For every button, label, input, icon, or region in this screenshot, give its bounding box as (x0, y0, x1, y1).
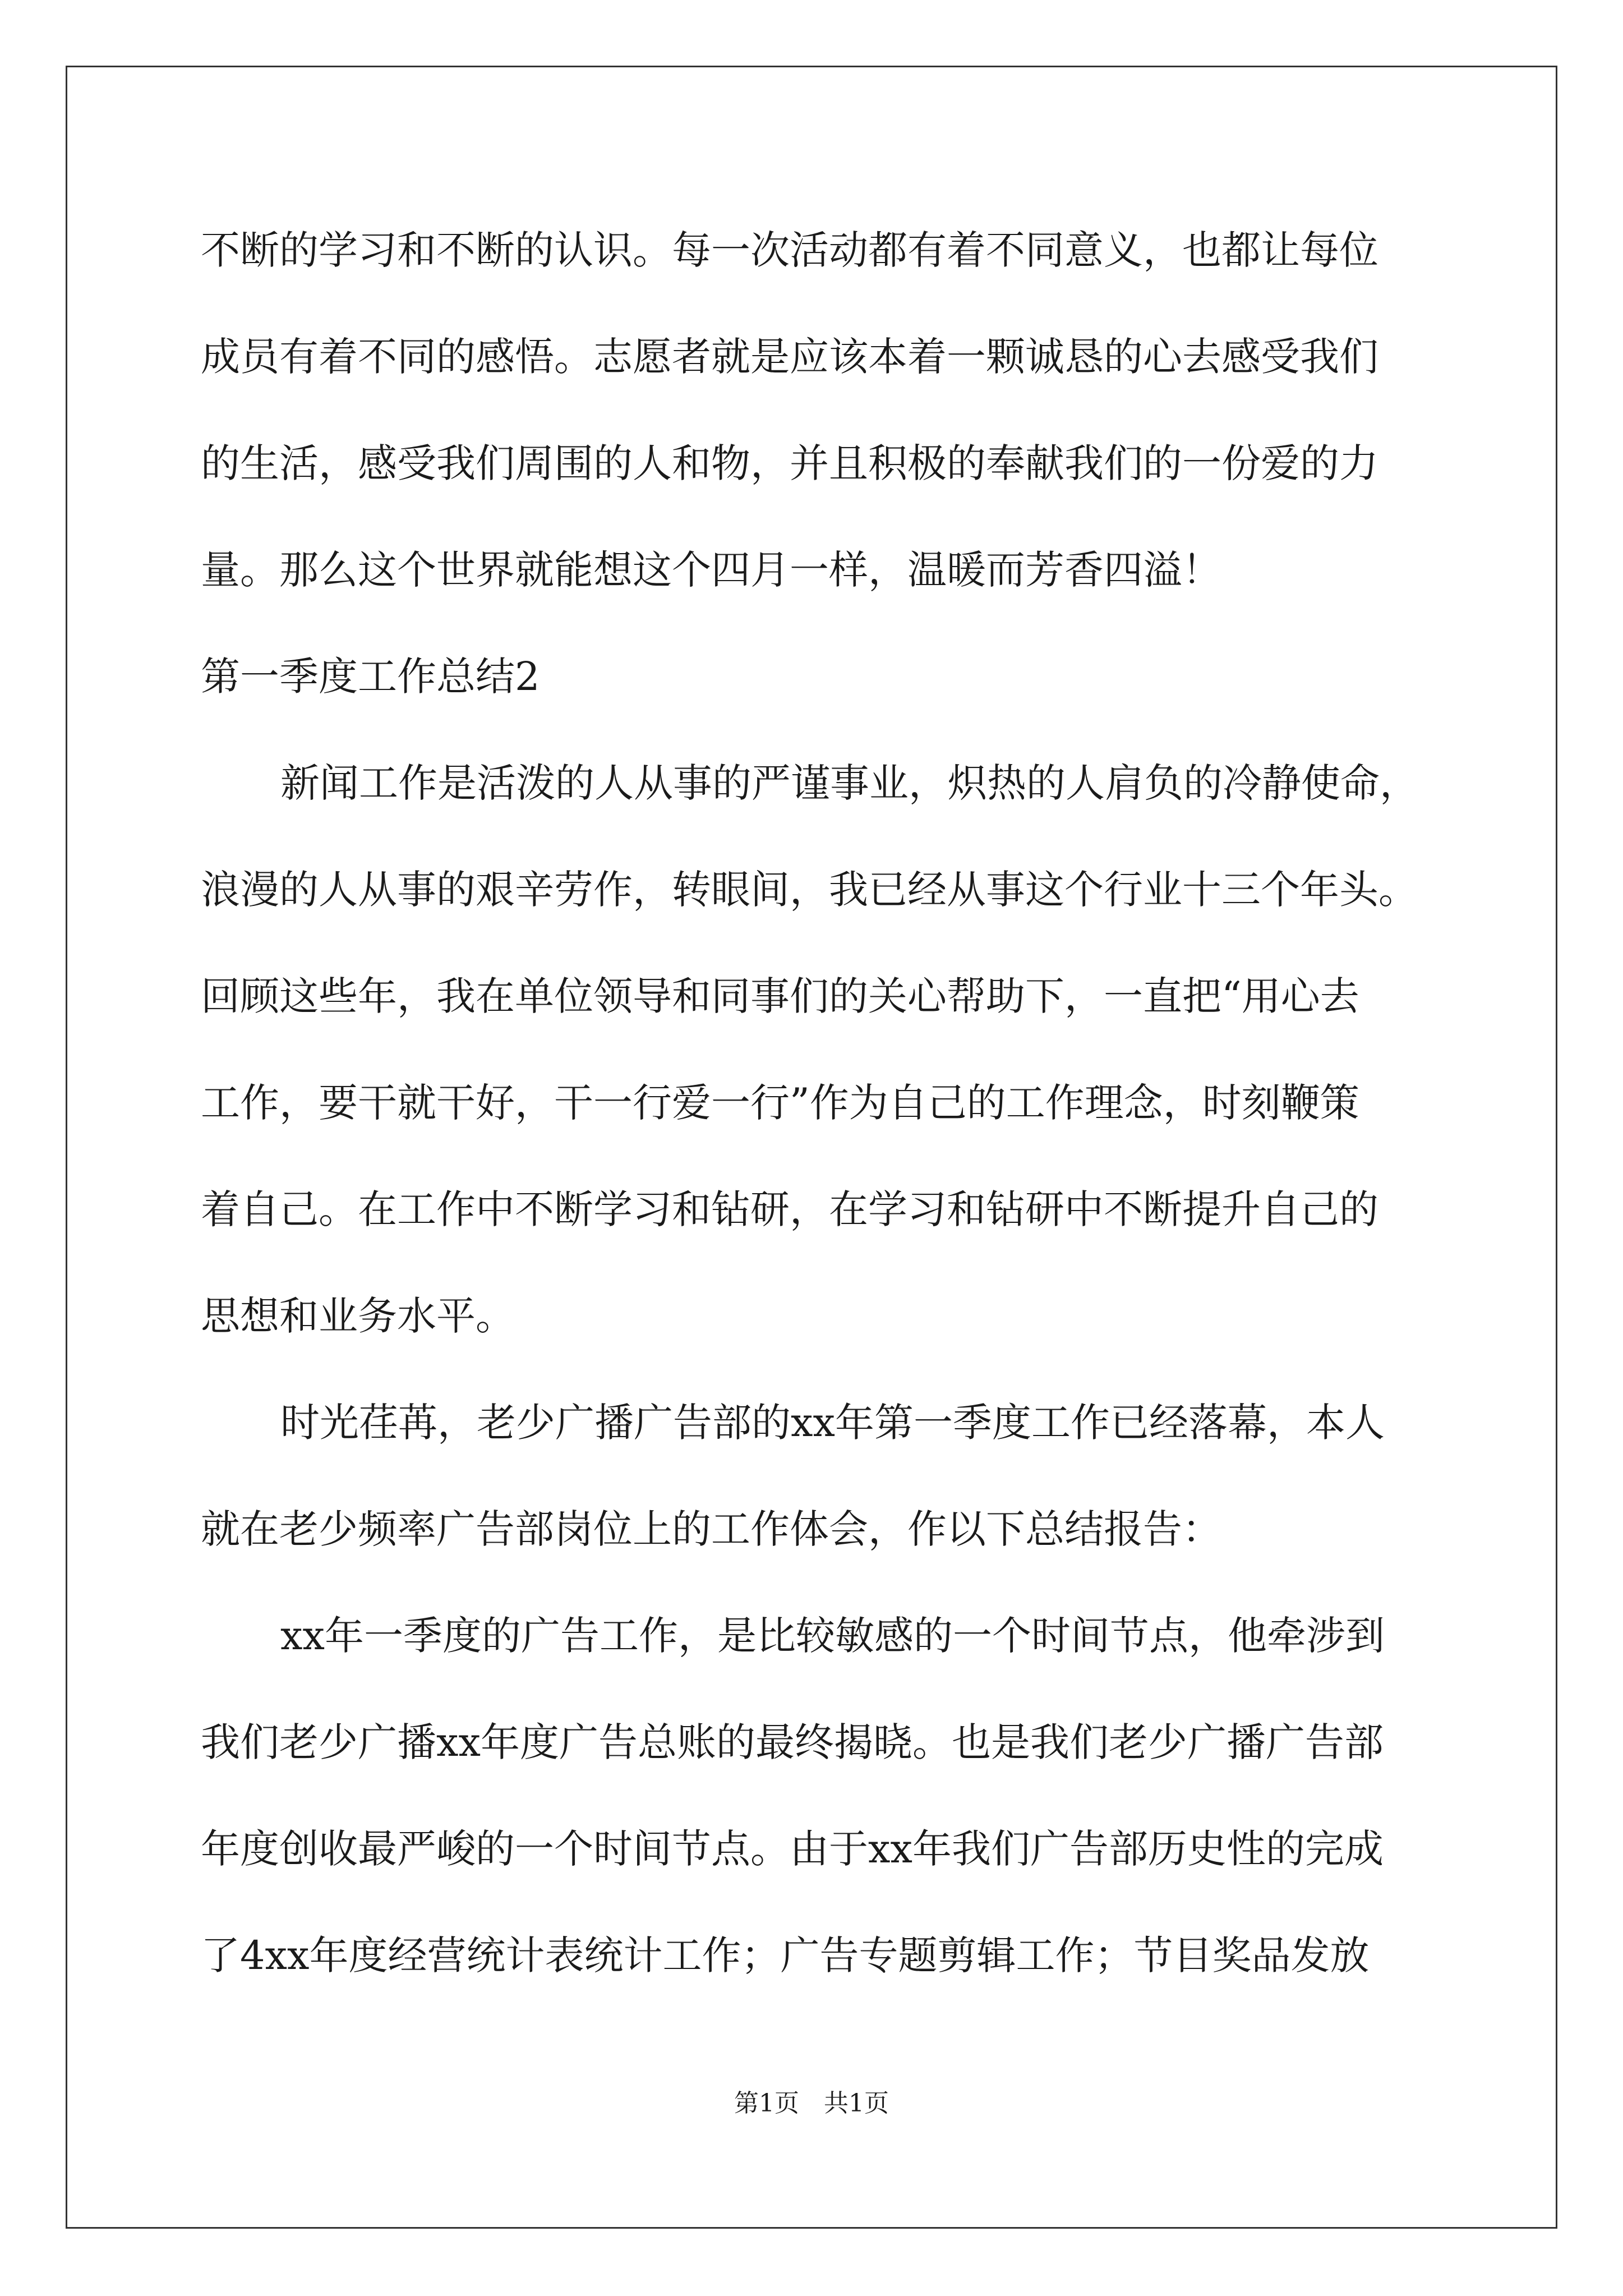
text-line: 浪漫的人从事的艰辛劳作，转眼间，我已经从事这个行业十三个年头。 (201, 867, 1418, 913)
text-line: 的生活，感受我们周围的人和物，并且积极的奉献我们的一份爱的力 (201, 440, 1378, 486)
page-number: 第1页 (734, 2089, 799, 2118)
text-line: 就在老少频率广告部岗位上的工作体会，作以下总结报告： (201, 1506, 1221, 1552)
section-heading: 第一季度工作总结2 (201, 654, 540, 700)
text-line: 工作，要干就干好，干一行爱一行”作为自己的工作理念，时刻鞭策 (201, 1080, 1359, 1126)
text-line: 思想和业务水平。 (201, 1293, 515, 1339)
text-line: 量。那么这个世界就能想这个四月一样，温暖而芳香四溢！ (201, 547, 1221, 593)
text-line: 着自己。在工作中不断学习和钻研，在学习和钻研中不断提升自己的 (201, 1186, 1378, 1232)
page-footer (0, 2087, 1623, 2120)
text-line: 了4xx年度经营统计表统计工作；广告专题剪辑工作；节目奖品发放 (201, 1932, 1370, 1978)
page-total: 共1页 (824, 2089, 889, 2118)
text-line: 我们老少广播xx年度广告总账的最终揭晓。也是我们老少广播广告部 (201, 1719, 1384, 1765)
text-line: 不断的学习和不断的认识。每一次活动都有着不同意义，也都让每位 (201, 227, 1378, 273)
text-line: 时光荏苒，老少广播广告部的xx年第一季度工作已经落幕，本人 (280, 1400, 1385, 1446)
page-border (66, 66, 1557, 2229)
text-line: xx年一季度的广告工作，是比较敏感的一个时间节点，他牵涉到 (280, 1613, 1385, 1659)
text-line: 年度创收最严峻的一个时间节点。由于xx年我们广告部历史性的完成 (201, 1826, 1384, 1872)
text-line: 成员有着不同的感悟。志愿者就是应该本着一颗诚恳的心去感受我们 (201, 334, 1378, 380)
text-line: 回顾这些年，我在单位领导和同事们的关心帮助下，一直把“用心去 (201, 973, 1359, 1019)
text-line: 新闻工作是活泼的人从事的严谨事业，炽热的人肩负的冷静使命， (280, 760, 1419, 806)
